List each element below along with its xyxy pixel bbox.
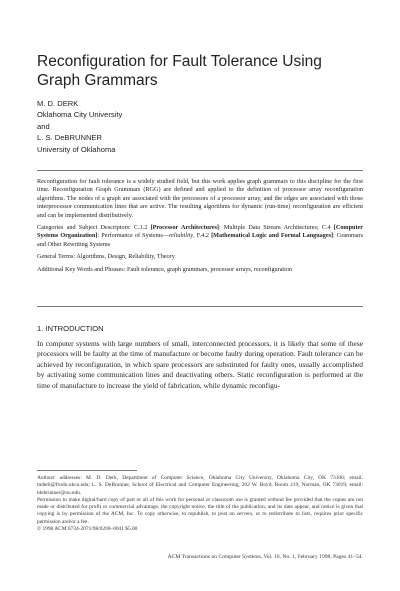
abstract-bottom-rule	[37, 306, 363, 307]
abstract-block	[37, 178, 363, 278]
footnotes-block	[37, 475, 363, 533]
additional-keywords: Additional Key Words and Phrases: Fault tolerance, graph grammars, processor arrays, reconfiguration	[37, 265, 293, 273]
author1-affiliation: Oklahoma City University	[37, 110, 123, 120]
category-computer-systems-organization: [Computer Systems Organization]	[37, 224, 364, 240]
category-1-rest: : Multiple Data Stream Architectures; C.4	[218, 224, 331, 232]
category-2-rest: : Performance of Systems—	[97, 232, 169, 240]
author2-name: L. S. DeBRUNNER	[37, 133, 102, 143]
author-block	[37, 98, 357, 155]
general-terms: General Terms: Algorithms, Design, Reliability, Theory	[37, 253, 175, 261]
paper-title: Reconfiguration for Fault Tolerance Using Graph Grammars	[37, 53, 322, 89]
category-3-rest: : Grammars and Other Rewriting Systems	[37, 232, 363, 248]
copyright-line: © 1998 ACM 0734-2071/98/0200–0041 $5.00	[37, 526, 138, 533]
author2-affiliation: University of Oklahoma	[37, 144, 116, 154]
category-processor-architectures: [Processor Architectures]	[150, 224, 219, 232]
category-2-italic: reliability	[168, 232, 194, 240]
introduction-text: In computer systems with large numbers of small, interconnected processors, it is likely that some of these processors will be faulty at the time of manufacture or become faulty during operation. Fault tolerance can be achieved by reconfiguration, in which spare processors are substituted for faulty ones, usually accomplished by activating some communication lines and deactivating others. Static reconfiguration is performed at the time of manufacture to increase the yield of fabrication, while dynamic reconfigu-	[37, 339, 363, 390]
abstract-top-rule	[37, 170, 363, 171]
footnote-rule	[37, 470, 137, 471]
author1-name: M. D. DERK	[37, 99, 79, 108]
author-conjunction: and	[37, 121, 50, 131]
journal-citation: ACM Transactions on Computer Systems, Vol. 16, No. 1, February 1998, Pages 41–54.	[167, 554, 363, 560]
category-mathematical-logic: [Mathematical Logic and Formal Languages]	[211, 232, 334, 240]
abstract-text: Reconfiguration for fault tolerance is a widely studied field, but this work applies graph grammars to this discipline for the first time. Reconfiguration Graph Grammars (RGG) are defined and applied to the definition of processor array reconfiguration algorithms. The nodes of a graph are associated with the processors of a processor array, and the edges are associated with those interprocessor communication lines that are active. The resulting algorithms for dynamic (run-time) reconfiguration are efficient and can be implemented distributively.	[37, 178, 363, 219]
categories-descriptors	[37, 224, 363, 249]
authors-addresses: Authors' addresses: M. D. Derk, Department of Computer Science, Oklahoma City University, Oklahoma City, OK 73106; email: mderk@frodo.okcu.edu; L. S. DeBrunner, School of Electrical and Computer Engineering, 202 W. Boyd, Room 219, Norman, OK 73019; email: ldebrunner@ou.edu.	[37, 475, 363, 496]
permission-notice: Permission to make digital/hard copy of part or all of this work for personal or classroom use is granted without fee provided that the copies are not made or distributed for profit or commercial advantage, the copyright notice, the title of the publication, and its date appear, and notice is given that copying is by permission of the ACM, Inc. To copy otherwise, to republish, to post on servers, or to redistribute to lists, requires prior specific permission and/or a fee.	[37, 496, 363, 525]
section-heading: 1. INTRODUCTION	[37, 324, 104, 333]
category-3-prefix: , F.4.2	[193, 232, 210, 240]
categories-prefix: Categories and Subject Descriptors: C.1.2	[37, 224, 148, 232]
